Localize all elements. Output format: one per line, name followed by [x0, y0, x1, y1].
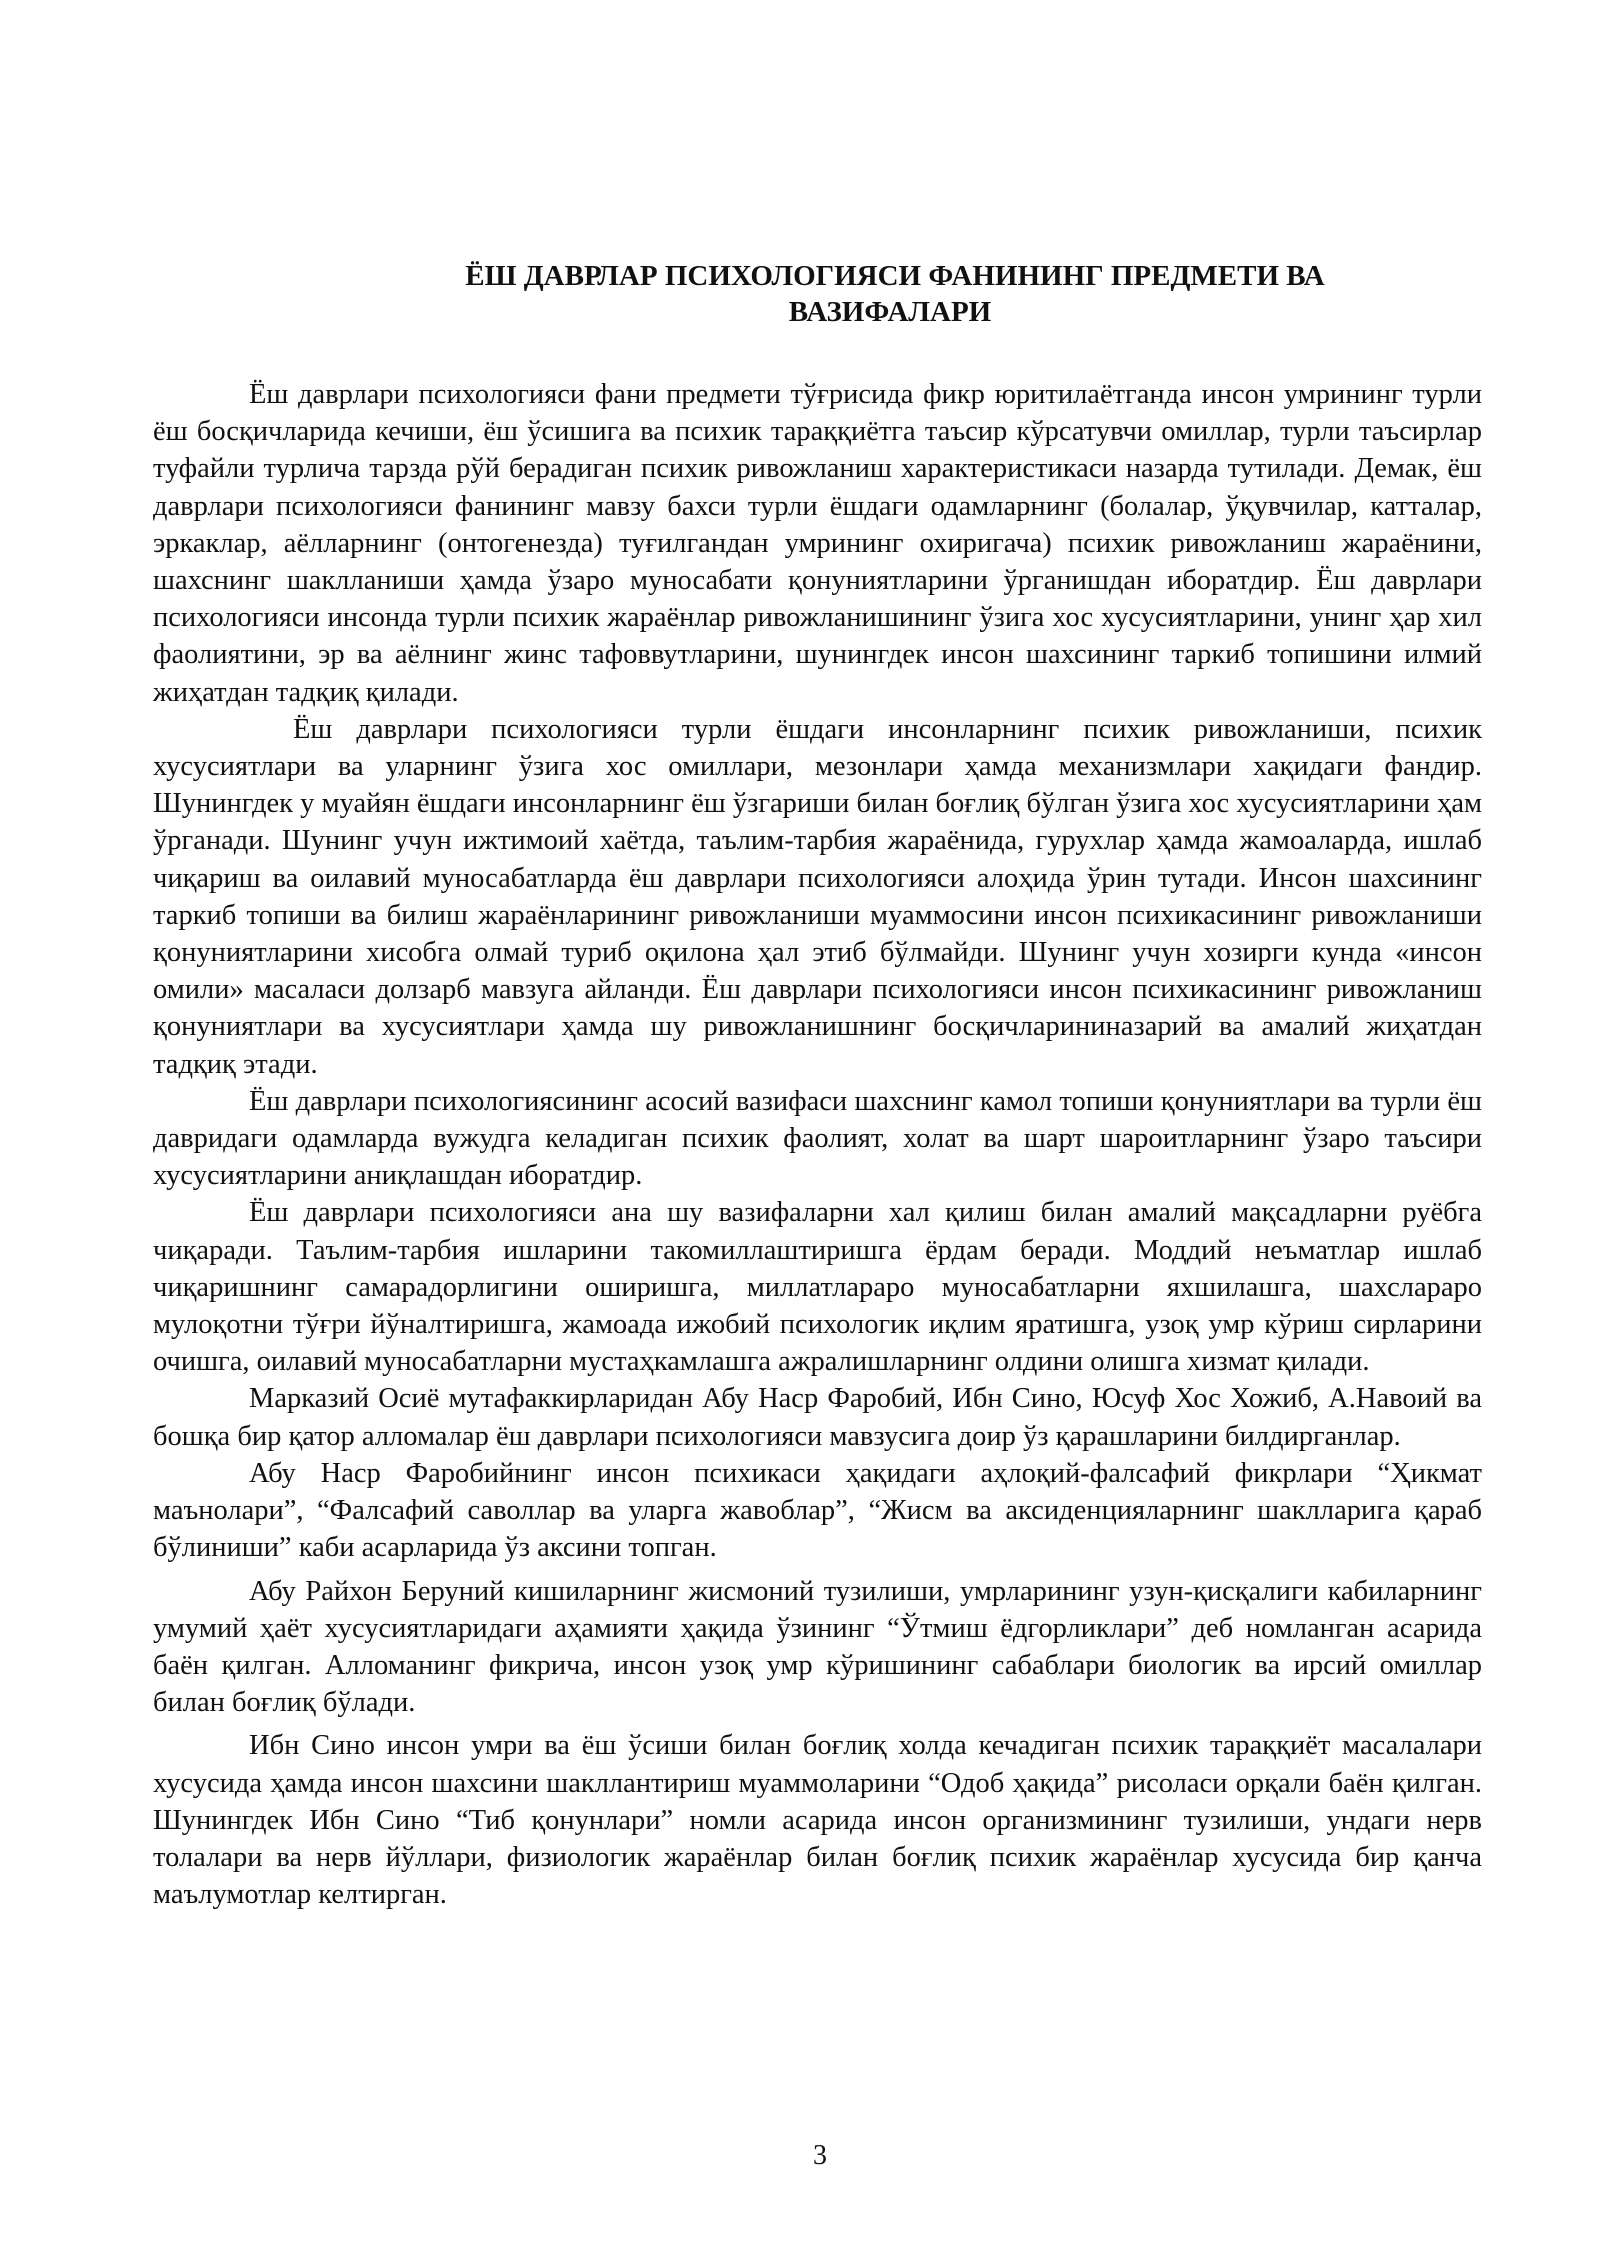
paragraph: Ёш даврлари психологиясининг асосий вазифаси шахснинг камол топиши қонуниятлари ва турли ёш давридаги одамларда вужудга келадиган психик фаолият, холат ва шарт шароитларнинг ўзаро таъсири хусусиятларини аниқлашдан иборатдир.	[153, 1085, 1482, 1192]
paragraph: Ибн Сино инсон умри ва ёш ўсиши билан боғлиқ холда кечадиган психик тараққиёт масалалари хусусида ҳамда инсон шахсини шакллантириш муаммоларини “Одоб ҳақида” рисоласи орқали баён қилган. Шунингдек Ибн Сино “Тиб қонунлари” номли асарида инсон организмининг тузилиши, ундаги нерв толалари ва нерв йўллари, физиологик жараёнлар билан боғлиқ психик жараёнлар хусусида бир қанча маълумотлар келтирган.	[153, 1730, 1482, 1911]
document-body	[153, 376, 1482, 1913]
title-line-2: ВАЗИФАЛАРИ	[788, 296, 992, 328]
document-title	[150, 258, 1480, 330]
paragraph: Абу Наср Фаробийнинг инсон психикаси ҳақидаги аҳлоқий-фалсафий фикрлари “Ҳикмат маънолари”, “Фалсафий саволлар ва уларга жавоблар”, “Жисм ва аксиденцияларнинг шаклларига қараб бўлиниши” каби асарларида ўз аксини топган.	[153, 1457, 1482, 1564]
paragraph: Ёш даврлари психологияси ана шу вазифаларни хал қилиш билан амалий мақсадларни руёбга чиқаради. Таълим-тарбия ишларини такомиллаштиришга ёрдам беради. Моддий неъматлар ишлаб чиқаришнинг самарадорлигини оширишга, миллатлараро муносабатларни яхшилашга, шахслараро мулоқотни тўғри йўналтиришга, жамоада ижобий психологик иқлим яратишга, узоқ умр кўриш сирларини очишга, оилавий муносабатларни мустаҳкамлашга ажралишларнинг олдини олишга хизмат қилади.	[153, 1197, 1482, 1378]
title-line-1: ЁШ ДАВРЛАР ПСИХОЛОГИЯСИ ФАНИНИНГ ПРЕДМЕТИ ВА	[465, 260, 1325, 292]
paragraph: Абу Райхон Беруний кишиларнинг жисмоний тузилиши, умрларининг узун-қисқалиги кабиларнинг умумий ҳаёт хусусиятларидаги аҳамияти ҳақида ўзининг “Ўтмиш ёдгорликлари” деб номланган асарида баён қилган. Алломанинг фикрича, инсон узоқ умр кўришининг сабаблари биологик ва ирсий омиллар билан боғлиқ бўлади.	[153, 1575, 1482, 1719]
paragraph: Ёш даврлари психологияси фани предмети тўғрисида фикр юритилаётганда инсон умрининг турли ёш босқичларида кечиши, ёш ўсишига ва психик тараққиётга таъсир кўрсатувчи омиллар, турли таъсирлар туфайли турлича тарзда рўй берадиган психик ривожланиш характеристикаси назарда тутилади. Демак, ёш даврлари психологияси фанининг мавзу бахси турли ёшдаги одамларнинг (болалар, ўқувчилар, катталар, эркаклар, аёлларнинг (онтогенезда) туғилгандан умрининг охиригача) психик ривожланиш жараёнини, шахснинг шаклланиши ҳамда ўзаро муносабати қонуниятларини ўрганишдан иборатдир. Ёш даврлари психологияси инсонда турли психик жараёнлар ривожланишининг ўзига хос хусусиятларини, унинг ҳар хил фаолиятини, эр ва аёлнинг жинс тафоввутларини, шунингдек инсон шахсининг таркиб топишини илмий жиҳатдан тадқиқ қилади.	[153, 379, 1482, 708]
paragraph: Ёш даврлари психологияси турли ёшдаги инсонларнинг психик ривожланиши, психик хусусиятлари ва уларнинг ўзига хос омиллари, мезонлари ҳамда механизмлари хақидаги фандир. Шунингдек у муайян ёшдаги инсонларнинг ёш ўзгариши билан боғлиқ бўлган ўзига хос хусусиятларини ҳам ўрганади. Шунинг учун ижтимоий хаётда, таълим-тарбия жараёнида, гурухлар ҳамда жамоаларда, ишлаб чиқариш ва оилавий муносабатларда ёш даврлари психологияси алоҳида ўрин тутади. Инсон шахсининг таркиб топиши ва билиш жараёнларининг ривожланиши муаммосини инсон психикасининг ривожланиши қонуниятларини хисобга олмай туриб оқилона ҳал этиб бўлмайди. Шунинг учун хозирги кунда «инсон омили» масаласи долзарб мавзуга айланди. Ёш даврлари психологияси инсон психикасининг ривожланиш қонуниятлари ва хусусиятлари ҳамда шу ривожланишнинг босқичларининазарий ва амалий жиҳатдан тадқиқ этади.	[153, 713, 1482, 1080]
paragraph: Марказий Осиё мутафаккирларидан Абу Наср Фаробий, Ибн Сино, Юсуф Хос Хожиб, А.Навоий ва бошқа бир қатор алломалар ёш даврлари психологияси мавзусига доир ўз қарашларини билдирганлар.	[153, 1383, 1482, 1452]
page-number: 3	[813, 2140, 827, 2171]
